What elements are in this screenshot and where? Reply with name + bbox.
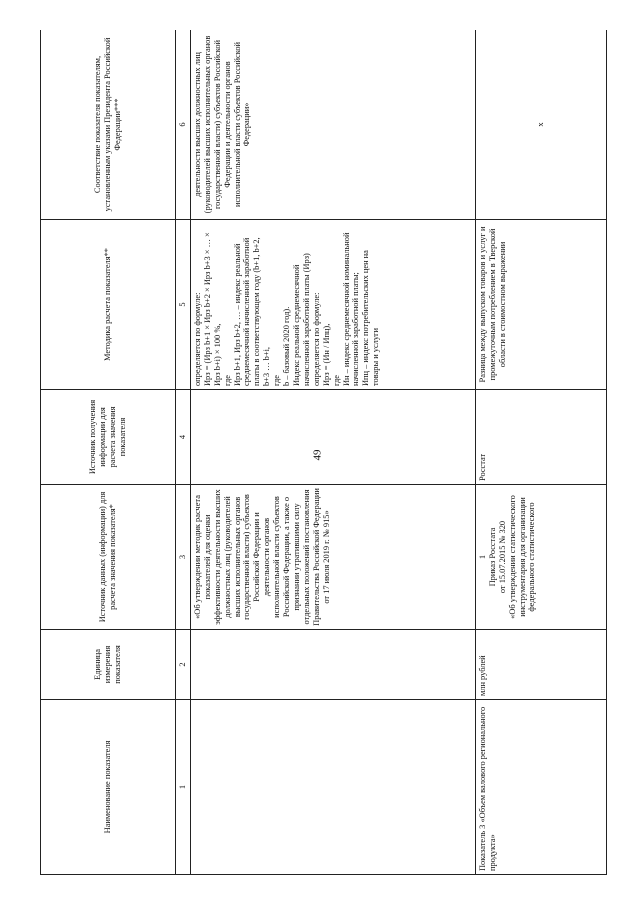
row2-data-source (475, 485, 606, 630)
column-number-row (176, 30, 191, 875)
header-compliance: Соответствие показателя показателям, установленным указами Президента Российской Федерации*** (41, 30, 176, 220)
indicator-table (40, 30, 607, 875)
method-line: где (331, 375, 341, 386)
method-line: Ин – индекс среднемесячной номинальной начисленной заработной платы; (341, 232, 361, 386)
header-row (41, 30, 176, 875)
method-line: b – базовый 2020 год). (282, 306, 292, 386)
method-line: определяется по формуле: (192, 292, 202, 386)
page-number: 49 (311, 449, 324, 461)
header-unit: Единица измерения показателя (41, 630, 176, 700)
row1-data-source: «Об утверждении методик расчета показателей для оценки эффективности деятельности высших должностных лиц (руководителей высших исполнительных органов государственной власти) субъектов Российской Федерации и деятельности органов исполнительной власти субъектов Российской Федерации, а также о признании утратившими силу отдельных положений постановления Правительства Российской Федерации от 17 июля 2019 г. № 915» (190, 485, 475, 630)
header-data-source: Источник данных (информации) для расчета значения показателя* (41, 485, 176, 630)
row2-unit: млн рублей (475, 630, 606, 700)
table-row (190, 30, 475, 875)
header-method: Методика расчета показателя** (41, 220, 176, 390)
rotated-page (40, 30, 607, 875)
table-row (475, 30, 606, 875)
method-line: Ирз = (Ирз b+1 × Ирз b+2 × Ирз b+3 × … × Ирз b+i) × 100 %, (202, 232, 222, 386)
row2-method: Разница между выпуском товаров и услуг и промежуточным потреблением в Тверской области в стоимостном выражении (475, 220, 606, 390)
rotated-content (40, 30, 607, 875)
method-line: где (272, 375, 282, 386)
row1-method (190, 220, 475, 390)
method-line: Ирз = (Ин / Ипц), (321, 323, 331, 386)
column-number: 3 (176, 485, 191, 630)
column-number: 2 (176, 630, 191, 700)
data-source-line: Приказ Росстата (487, 527, 497, 587)
method-line: Индекс реальной среднемесячной начисленной заработной платы (Ирз) определяется по формуле: (291, 253, 321, 386)
data-source-line: 1 (477, 554, 487, 560)
row1-unit (190, 630, 475, 700)
row2-info-source: Росстат (475, 390, 606, 485)
row2-name: Показатель 3 «Объем валового регионального продукта» (475, 700, 606, 875)
column-number: 5 (176, 220, 191, 390)
row1-info-source (190, 390, 475, 485)
data-source-line: «Об утверждении статистического инструментария для организации федерального статистического (507, 495, 537, 619)
header-name: Наименование показателя (41, 700, 176, 875)
column-number: 1 (176, 700, 191, 875)
column-number: 4 (176, 390, 191, 485)
method-line: где (222, 375, 232, 386)
row1-compliance: деятельности высших должностных лиц (руководителей высших исполнительных органов государственной власти) субъектов Российской Федерации и деятельности органов исполнительной власти субъектов Российской Федерации» (190, 30, 475, 220)
column-number: 6 (176, 30, 191, 220)
header-info-source: Источник получения информации для расчета значения показателя (41, 390, 176, 485)
data-source-line: от 15.07.2015 № 320 (497, 520, 507, 594)
row2-compliance: х (475, 30, 606, 220)
method-line: Ирз b+1, Ирз b+2, … – индекс реальной среднемесячной начисленной заработной платы в соответствующем году (b+1, b+2, b+3 … b+i, (232, 237, 272, 386)
method-line: Ипц – индекс потребительских цен на товары и услуги (361, 250, 381, 386)
row1-name (190, 700, 475, 875)
